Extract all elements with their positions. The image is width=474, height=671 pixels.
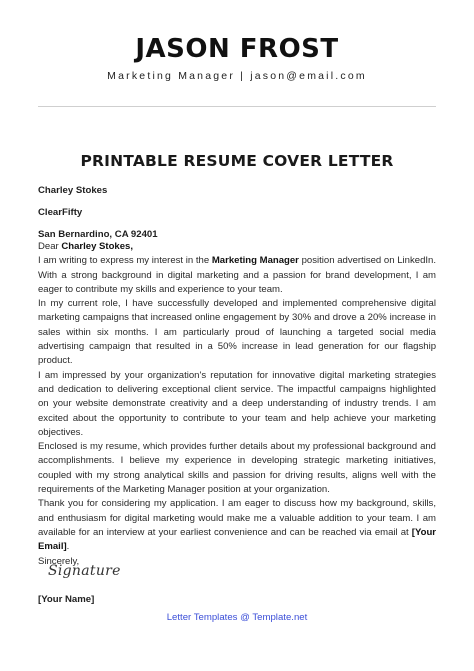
applicant-subtitle: Marketing Manager | jason@email.com [107, 70, 367, 82]
paragraph-1-end: position advertised on LinkedIn. With a strong background in digital marketing and a passion for brand development, I am eager to contribute my skills and experience to your team. [38, 255, 436, 295]
paragraph-3: I am impressed by your organization's reputation for innovative digital marketing strategies and dedication to delivering exceptional client service. The impactful campaigns highlighted on your website demonstrate creativity and a deep understanding of industry trends. I am excited about the opportunity to contribute to your team and help achieve your marketing objectives. [38, 369, 436, 438]
paragraph-5-start: Thank you for considering my application. I am eager to discuss how my background, skills, and enthusiasm for digital marketing would make me a valuable addition to your team. I am available for an interview at your earliest convenience and can be reached via email at [38, 498, 436, 538]
footer-link[interactable]: Letter Templates @ Template.net [166, 612, 308, 623]
paragraph-4: Enclosed is my resume, which provides further details about my professional background and accomplishments. I believe my experience in developing strategic marketing initiatives, coupled with my strong analytical skills and passion for driving results, aligns well with the requirements of the Marketing Manager position at your organization. [38, 441, 436, 496]
document-title: PRINTABLE RESUME COVER LETTER [80, 152, 394, 170]
letter-body [38, 240, 436, 569]
greeting-prefix: Dear [38, 241, 62, 252]
header-divider [38, 106, 436, 107]
paragraph-1-start: I am writing to express my interest in the [38, 255, 212, 267]
paragraph-2: In my current role, I have successfully developed and implemented comprehensive digital marketing campaigns that increased online engagement by 30% and drove a 20% increase in sales within six months. I am particularly proud of launching a targeted social media advertising campaign that resulted in a 50% increase in lead generation for our flagship product. [38, 298, 436, 367]
paragraph-1 [38, 254, 436, 297]
greeting-name: Charley Stokes, [61, 241, 133, 252]
your-name-placeholder: [Your Name] [38, 594, 95, 605]
recipient-name: Charley Stokes [38, 185, 108, 196]
paragraph-5 [38, 497, 436, 554]
applicant-name: JASON FROST [135, 34, 339, 64]
signature: Signature [48, 563, 121, 579]
paragraph-5-end: . [66, 541, 70, 553]
position-title: Marketing Manager [211, 255, 299, 267]
greeting [38, 240, 436, 254]
closing: Sincerely, [38, 555, 80, 567]
recipient-company: ClearFifty [38, 207, 83, 218]
recipient-location: San Bernardino, CA 92401 [38, 229, 158, 240]
email-placeholder: [Your Email] [38, 526, 436, 553]
